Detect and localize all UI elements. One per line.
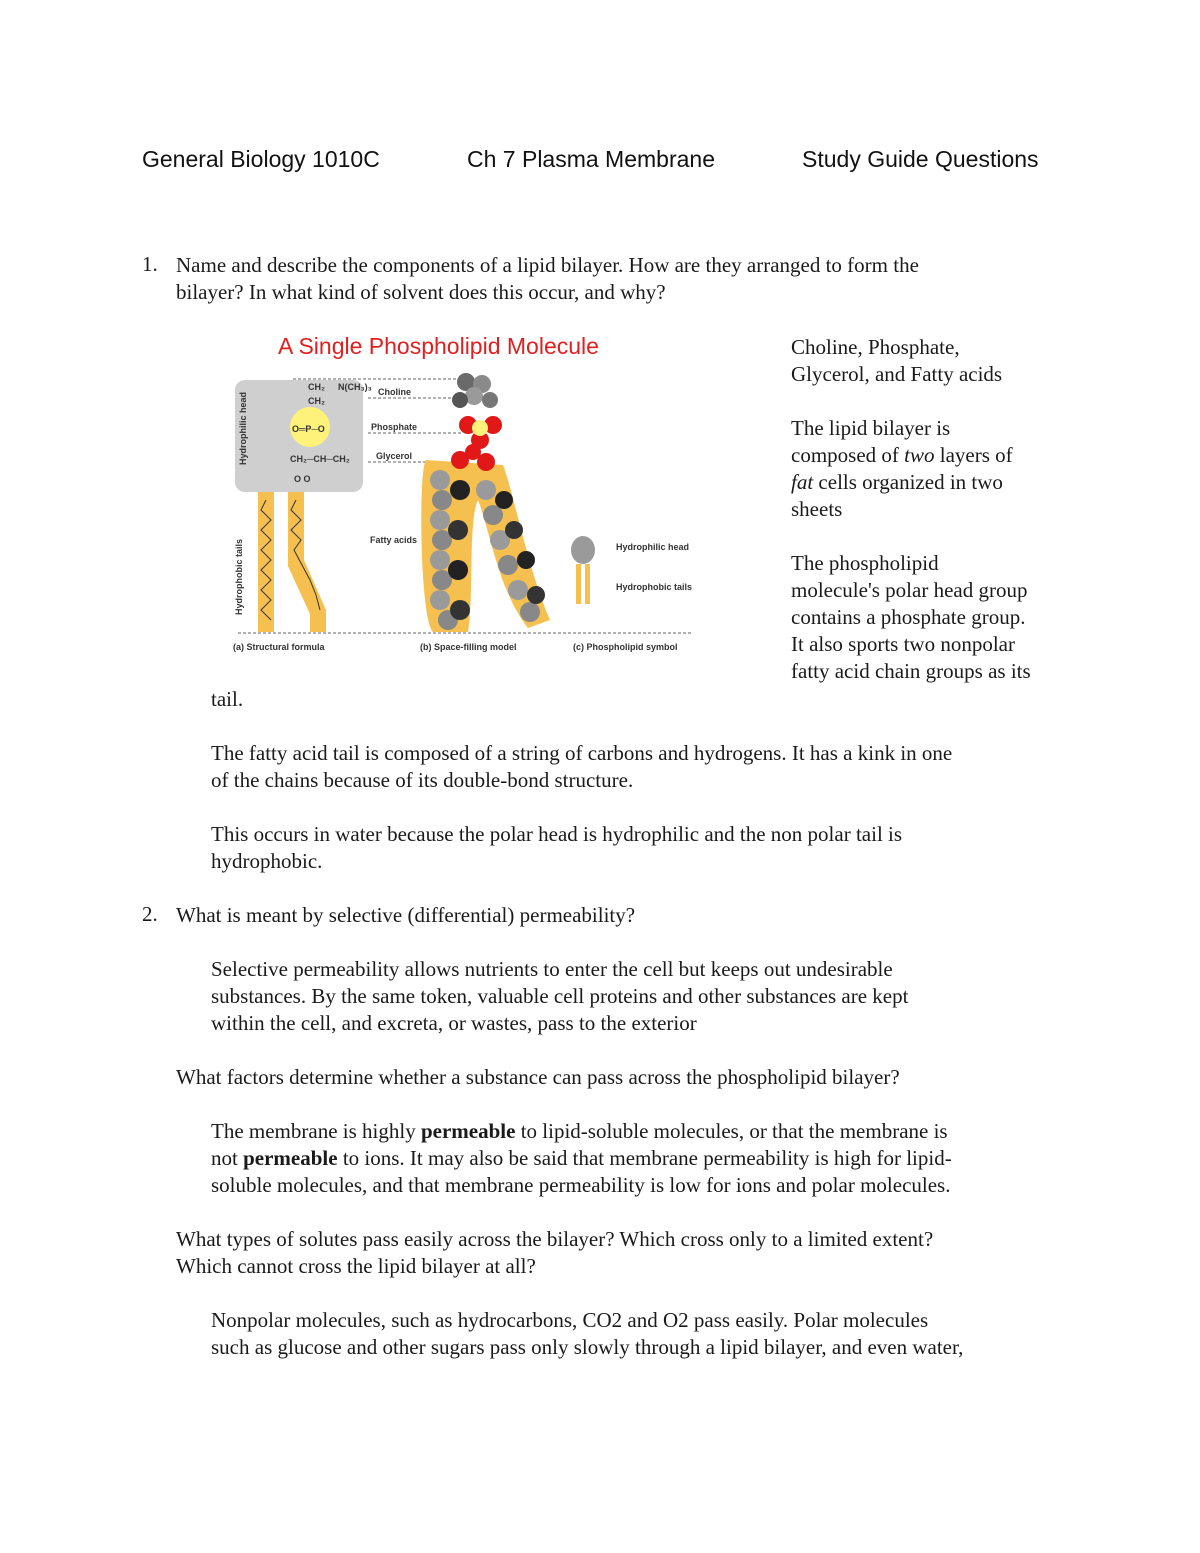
q2-subq2-line2: Which cannot cross the lipid bilayer at all?: [176, 1254, 536, 1278]
q2-question: [176, 902, 1076, 929]
formula-text-5: CH₂─CH─CH₂: [290, 454, 350, 464]
caption-c: (c) Phospholipid symbol: [573, 642, 678, 652]
header-course: General Biology 1010C: [142, 146, 380, 172]
formula-text-2: N(CH₃)₃: [338, 382, 372, 392]
answer-water-line1: This occurs in water because the polar head is hydrophilic and the non polar tail is: [211, 822, 903, 846]
q2-answer2-line2: not permeable to ions. It may also be said that membrane permeability is high for lipid-: [211, 1146, 952, 1170]
side-answer1-line1: Choline, Phosphate,: [791, 335, 960, 359]
label-symbol-tails: Hydrophobic tails: [616, 582, 693, 592]
label-symbol-head: Hydrophilic head: [616, 542, 690, 552]
side-answer2-line2: composed of two layers of: [791, 443, 1013, 467]
side-answer3-line4: It also sports two nonpolar: [791, 632, 1015, 656]
side-answer2-line3: fat cells organized in two: [791, 470, 1003, 494]
figure-title: A Single Phospholipid Molecule: [278, 333, 599, 359]
side-answer3-line3: contains a phosphate group.: [791, 605, 1026, 629]
q2-answer3: [211, 1307, 1111, 1361]
side-answer1-line2: Glycerol, and Fatty acids: [791, 362, 1003, 386]
tail-a-1: [258, 492, 274, 632]
formula-text-3: CH₂: [308, 396, 325, 406]
answer-water-line2: hydrophobic.: [211, 849, 323, 873]
q1-question-line2: bilayer? In what kind of solvent does this occur, and why?: [176, 280, 666, 304]
caption-b: (b) Space-filling model: [420, 642, 517, 652]
q2-subq2-line1: What types of solutes pass easily across the bilayer? Which cross only to a limited extent?: [176, 1227, 934, 1251]
symbol-tail-1: [576, 564, 581, 604]
answer-tail-line1: The fatty acid tail is composed of a string of carbons and hydrogens. It has a kink in one: [211, 741, 953, 765]
phosphorus-atom: [472, 420, 488, 436]
label-hydrophobic-tails: Hydrophobic tails: [234, 538, 244, 615]
header-chapter: Ch 7 Plasma Membrane: [467, 146, 715, 172]
q1-side-answers: [791, 334, 1091, 685]
caption-a: (a) Structural formula: [233, 642, 325, 652]
q2-answer2-line3: soluble molecules, and that membrane permeability is low for ions and polar molecules.: [211, 1173, 951, 1197]
q2-number: 2.: [142, 902, 158, 926]
q2-answer2: [211, 1118, 1111, 1199]
q2-question-text: What is meant by selective (differential) permeability?: [176, 903, 636, 927]
q2-answer3-line1: Nonpolar molecules, such as hydrocarbons, CO2 and O2 pass easily. Polar molecules: [211, 1308, 929, 1332]
tail-word: tail.: [211, 687, 244, 711]
q1-question: [176, 252, 1076, 306]
phospholipid-diagram: [228, 370, 698, 665]
q2-subquestion2: [176, 1226, 1076, 1280]
q2-subq1-text: What factors determine whether a substance can pass across the phospholipid bilayer?: [176, 1065, 900, 1089]
label-glycerol: Glycerol: [376, 451, 413, 461]
symbol-head: [571, 536, 595, 564]
q2-answer2-line1: The membrane is highly permeable to lipid-soluble molecules, or that the membrane is: [211, 1119, 948, 1143]
q2-answer1-line1: Selective permeability allows nutrients to enter the cell but keeps out undesirable: [211, 957, 893, 981]
formula-text-6: O O: [294, 474, 311, 484]
q2-answer3-line2: such as glucose and other sugars pass only slowly through a lipid bilayer, and even water,: [211, 1335, 964, 1359]
q1-number: 1.: [142, 252, 158, 276]
side-answer2-line4: sheets: [791, 497, 843, 521]
answer-tail-line2: of the chains because of its double-bond structure.: [211, 768, 634, 792]
label-phosphate: Phosphate: [371, 422, 418, 432]
phospholipid-figure: [228, 325, 698, 665]
side-answer2-line1: The lipid bilayer is: [791, 416, 951, 440]
q2-answer1-line3: within the cell, and excreta, or wastes, pass to the exterior: [211, 1011, 697, 1035]
side-answer3-line5: fatty acid chain groups as its: [791, 659, 1031, 683]
label-choline: Choline: [378, 387, 411, 397]
symbol-tail-2: [585, 564, 590, 604]
q2-answer1: [211, 956, 1111, 1037]
q2-answer1-line2: substances. By the same token, valuable cell proteins and other substances are kept: [211, 984, 909, 1008]
side-answer3-line1: The phospholipid: [791, 551, 939, 575]
side-answer3-line2: molecule's polar head group: [791, 578, 1028, 602]
q1-question-line1: Name and describe the components of a lipid bilayer. How are they arranged to form the: [176, 253, 919, 277]
q2-subquestion1: [176, 1064, 1076, 1091]
header-guide: Study Guide Questions: [802, 146, 1039, 172]
label-fatty-acids: Fatty acids: [370, 535, 418, 545]
label-hydrophilic-head: Hydrophilic head: [238, 391, 248, 465]
q1-answer-body: [211, 686, 1111, 875]
formula-text: CH₂: [308, 382, 325, 392]
formula-text-4: O═P─O: [292, 424, 325, 434]
